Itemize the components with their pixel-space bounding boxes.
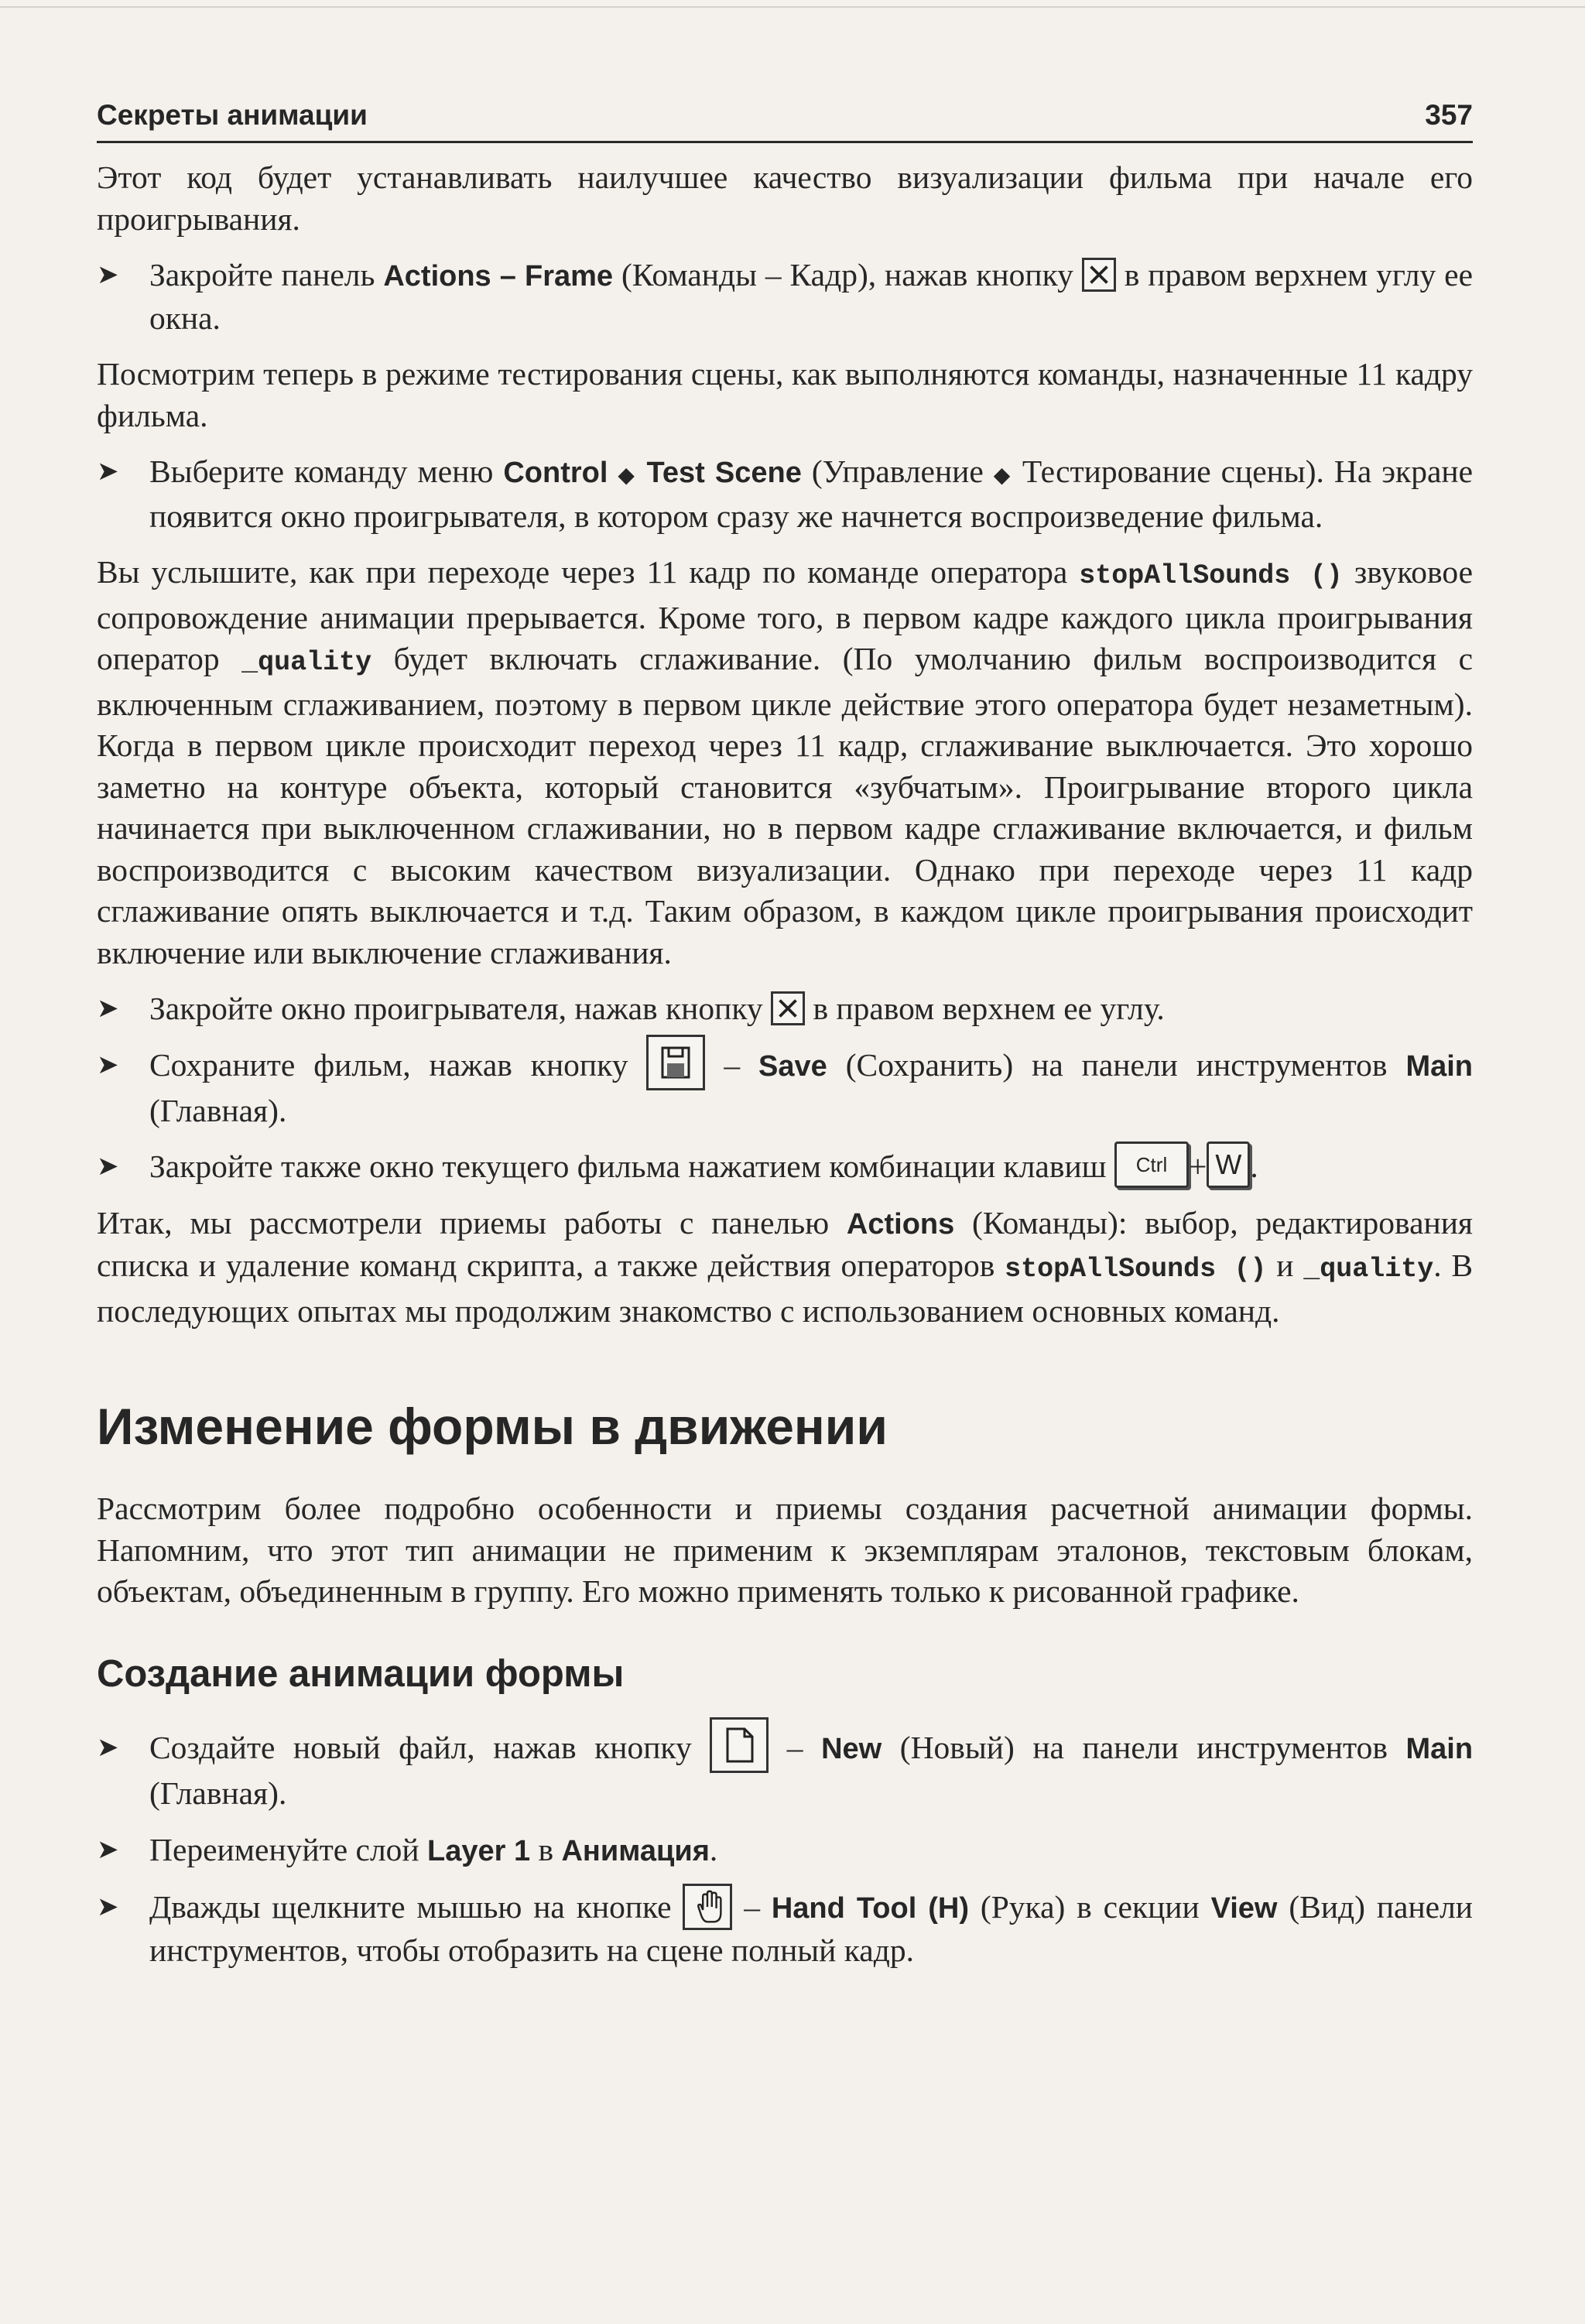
text: . [709, 1831, 718, 1867]
paragraph-summary [97, 1203, 1473, 1333]
hand-tool-icon [683, 1884, 732, 1930]
page-number: 357 [1425, 99, 1473, 131]
menu-term: Actions – Frame [383, 260, 614, 293]
page-top-edge [0, 0, 1585, 8]
bullet-arrow-icon: ➤ [97, 1151, 119, 1183]
text: (Управление [801, 454, 994, 489]
page-content [97, 157, 1473, 1971]
menu-term: Layer 1 [427, 1834, 531, 1867]
text: (Команды): выбор, редактирования списка и удаление команд скрипта, а также действия операторов [97, 1204, 1473, 1284]
paragraph-test-scene-intro: Посмотрим теперь в режиме тестирования сцены, как выполняются команды, назначенные 11 кадру фильма. [97, 356, 1473, 433]
bullet-test-scene [97, 451, 1473, 537]
diamond-separator-icon: ◆ [618, 462, 637, 488]
menu-term: Save [758, 1049, 827, 1083]
diamond-separator-icon: ◆ [993, 462, 1012, 488]
text: (Вид) панели инструментов, чтобы отобразить на сцене полный кадр. [149, 1889, 1474, 1968]
running-header-title: Секреты анимации [97, 99, 368, 131]
bullet-arrow-icon: ➤ [97, 1731, 119, 1763]
text: звуковое сопровождение анимации прерывается. Кроме того, в первом кадре каждого цикла проигрывания оператор [97, 554, 1473, 676]
close-x-button-icon [1082, 258, 1116, 292]
bullet-arrow-icon: ➤ [97, 259, 119, 290]
text: (Рука) в секции [969, 1889, 1211, 1925]
bullet-save-movie [97, 1045, 1473, 1132]
text: (Команды – Кадр), нажав кнопку [613, 257, 1082, 293]
floppy-disk-save-icon [646, 1035, 705, 1090]
ctrl-key-icon: Ctrl [1114, 1141, 1189, 1188]
bullet-close-player [97, 988, 1473, 1030]
text: . [1250, 1148, 1258, 1185]
bullet-rename-layer [97, 1829, 1473, 1873]
text: Переименуйте слой [149, 1831, 428, 1867]
bullet-arrow-icon: ➤ [97, 993, 119, 1024]
menu-term: Control [503, 457, 608, 489]
text: Закройте также окно текущего фильма нажатием комбинации клавиш [149, 1148, 1114, 1185]
new-document-icon [710, 1717, 769, 1773]
text: (Новый) на панели инструментов [882, 1729, 1406, 1765]
menu-term: Main [1405, 1732, 1474, 1765]
running-header [97, 93, 1473, 143]
text: в правом верхнем ее углу. [805, 991, 1165, 1026]
menu-term: Main [1405, 1049, 1474, 1083]
text: и [1266, 1248, 1304, 1284]
text: Закройте окно проигрывателя, нажав кнопку [149, 991, 772, 1026]
text: будет включать сглаживание. (По умолчанию фильм воспроизводится с включенным сглаживанием, поэтому в первом цикле действие этого оператора будет незаметным). Когда в первом цикле происходит переход через 11 кадр, сглаживание выключается. Это хорошо заметно на контуре объекта, который становится «зубчатым». Проигрывание второго цикла начинается при выключенном сглаживании, но в первом кадре сглаживание включается, и фильм воспроизводится с высоким качеством визуализации. Однако при переходе через 11 кадр сглаживание опять выключается и т.д. Таким образом, в каждом цикле проигрывания происходит включение или выключение сглаживания. [97, 641, 1473, 970]
bullet-arrow-icon: ➤ [97, 1891, 119, 1923]
text: Тестирование сцены). На экране появится окно проигрывателя, в котором сразу же начнется воспроизведение фильма. [149, 454, 1474, 534]
text: (Главная). [149, 1092, 287, 1128]
text: в правом верхнем углу ее окна. [149, 257, 1473, 336]
paragraph-shape-tween-intro: Рассмотрим более подробно особенности и приемы создания расчетной анимации формы. Напомним, что этот тип анимации не применим к экземплярам эталонов, текстовым блокам, объектам, объединенным в группу. Его можно применять только к рисованной графике. [97, 1491, 1473, 1610]
menu-term: Анимация [561, 1834, 710, 1867]
text: Итак, мы рассмотрели приемы работы с панелью [97, 1204, 847, 1241]
text: Сохраните фильм, нажав кнопку [149, 1046, 647, 1083]
code-term: _quality [1303, 1254, 1434, 1285]
menu-term: View [1210, 1892, 1278, 1925]
menu-term: Hand Tool (H) [771, 1892, 970, 1925]
text: – [769, 1729, 822, 1765]
text: (Главная). [149, 1775, 287, 1812]
close-x-button-icon [771, 991, 805, 1025]
text: Вы услышите, как при переходе через 11 кадр по команде оператора [97, 554, 1080, 590]
menu-term: New [821, 1732, 882, 1765]
section-heading: Изменение формы в движении [97, 1398, 888, 1456]
bullet-hand-tool [97, 1887, 1473, 1971]
paragraph-smoothing [97, 552, 1473, 974]
menu-term: Actions [846, 1207, 955, 1241]
bullet-arrow-icon: ➤ [97, 1049, 119, 1080]
code-term: _quality [241, 647, 372, 678]
text: Выберите команду меню [149, 454, 504, 489]
bullet-close-movie-window [97, 1146, 1473, 1188]
text: в [530, 1831, 562, 1867]
bullet-new-file [97, 1727, 1473, 1815]
text: (Сохранить) на панели инструментов [827, 1046, 1406, 1083]
text: Закройте панель [149, 257, 384, 293]
text: . В последующих опытах мы продолжим знакомство с использованием основных команд. [97, 1248, 1473, 1329]
menu-term: Test Scene [646, 457, 802, 489]
text: – [732, 1889, 772, 1925]
text: Создайте новый файл, нажав кнопку [149, 1729, 710, 1765]
subsection-heading: Создание анимации формы [97, 1652, 625, 1695]
bullet-close-actions-panel [97, 255, 1473, 339]
w-key-icon: W [1207, 1141, 1250, 1188]
code-term: stopAllSounds () [1005, 1254, 1267, 1285]
text: Дважды щелкните мышью на кнопке [149, 1889, 683, 1925]
bullet-arrow-icon: ➤ [97, 1833, 119, 1865]
paragraph-intro: Этот код будет устанавливать наилучшее качество визуализации фильма при начале его проигрывания. [97, 159, 1473, 237]
key-plus: + [1189, 1148, 1207, 1185]
code-term: stopAllSounds () [1079, 560, 1343, 591]
bullet-arrow-icon: ➤ [97, 456, 119, 487]
text: – [705, 1046, 759, 1083]
